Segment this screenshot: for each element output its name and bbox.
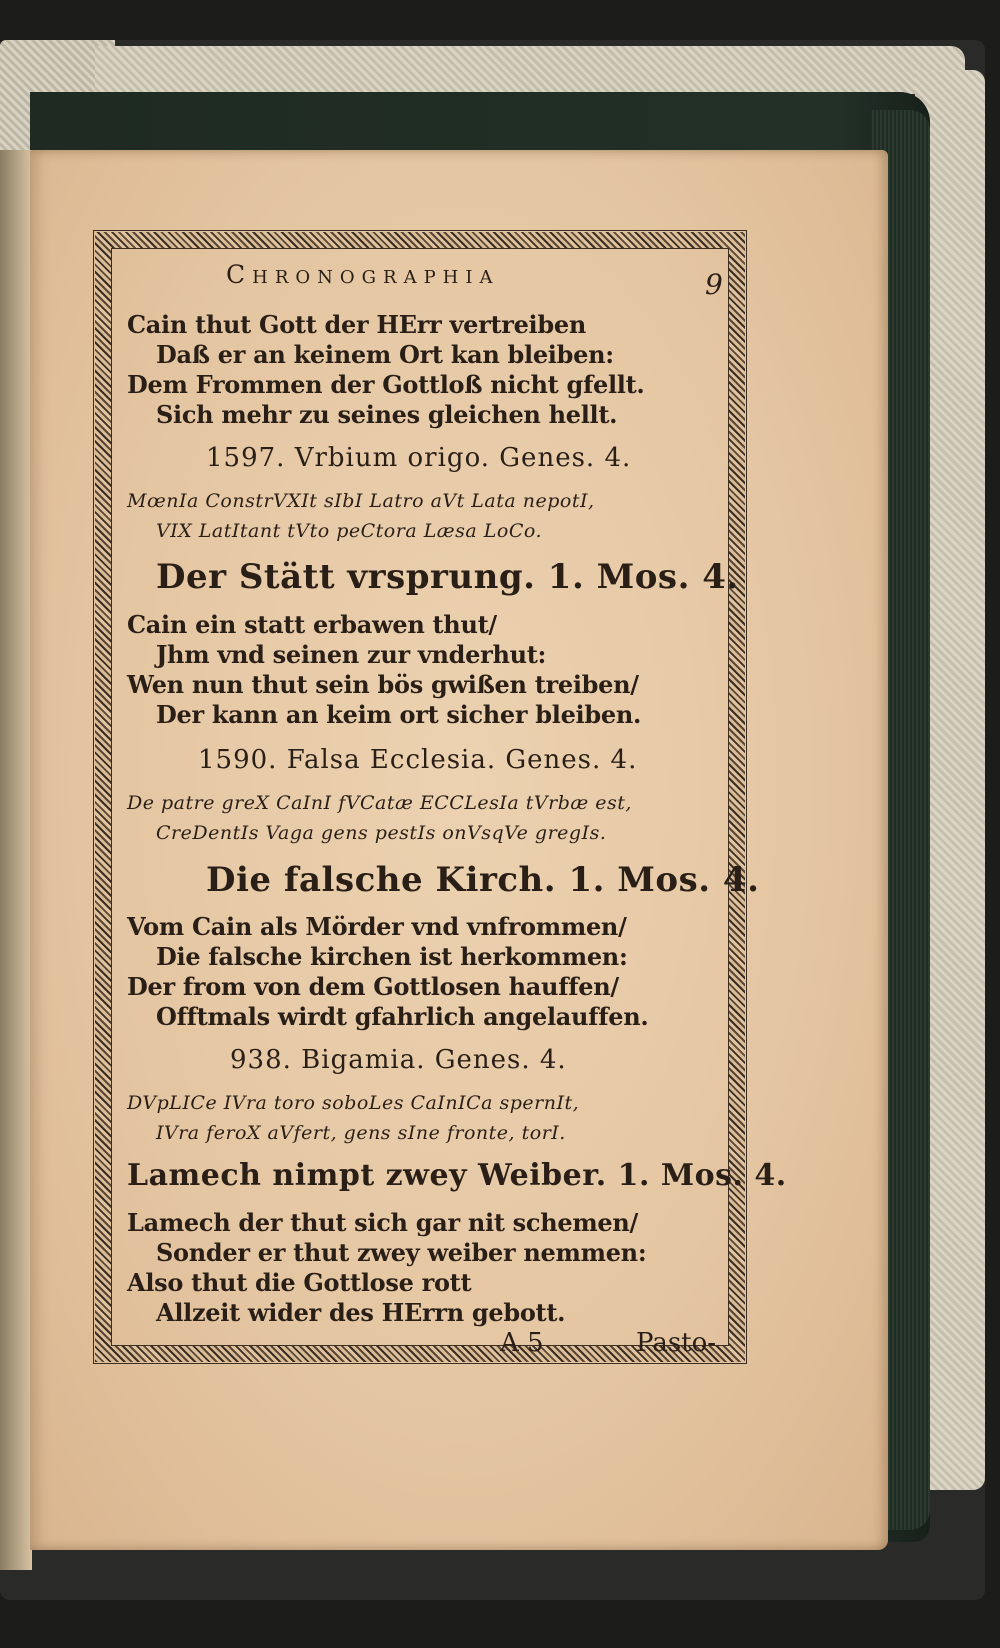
verse-line: Cain ein statt erbawen thut/	[127, 610, 497, 639]
verse-line: Cain thut Gott der HErr vertreiben	[127, 310, 586, 339]
latin-verse: CreDentIs Vaga gens pestIs onVsqVe gregIs.	[156, 822, 607, 844]
verse-line: Vom Cain als Mörder vnd vnfrommen/	[127, 912, 627, 941]
german-heading: Der Stätt vrsprung. 1. Mos. 4.	[156, 557, 739, 597]
latin-heading: 1590. Falsa Ecclesia. Genes. 4.	[198, 745, 638, 775]
verse-line: Der from von dem Gottlosen hauffen/	[127, 972, 619, 1001]
verse-line: Die falsche kirchen ist herkommen:	[156, 942, 628, 971]
latin-verse: IVra feroX aVfert, gens sIne fronte, torI.	[156, 1122, 566, 1144]
verse-line: Jhm vnd seinen zur vnderhut:	[156, 640, 547, 669]
latin-heading: 938. Bigamia. Genes. 4.	[230, 1045, 567, 1075]
facing-page-edge	[0, 150, 32, 1570]
german-heading: Die falsche Kirch. 1. Mos. 4.	[206, 860, 760, 900]
german-heading: Lamech nimpt zwey Weiber. 1. Mos. 4.	[127, 1158, 787, 1193]
book-page	[30, 150, 888, 1550]
latin-heading: 1597. Vrbium origo. Genes. 4.	[206, 443, 632, 473]
catchword: Pasto-	[636, 1328, 717, 1358]
latin-verse: VIX LatItant tVto peCtora Læsa LoCo.	[156, 520, 543, 542]
verse-line: Allzeit wider des HErrn gebott.	[156, 1298, 566, 1327]
verse-line: Offtmals wirdt gfahrlich angelauffen.	[156, 1002, 649, 1031]
verse-line: Also thut die Gottlose rott	[127, 1268, 472, 1297]
latin-verse: De patre greX CaInI fVCatæ ECCLesIa tVrbæ est,	[127, 792, 632, 814]
verse-line: Daß er an keinem Ort kan bleiben:	[156, 340, 614, 369]
page-number: 9	[705, 268, 723, 301]
verse-line: Dem Frommen der Gottloß nicht gfellt.	[127, 370, 645, 399]
cover-top-edge	[95, 46, 965, 94]
signature-mark: A 5	[500, 1328, 544, 1358]
latin-verse: MœnIa ConstrVXIt sIbI Latro aVt Lata nepotI,	[127, 490, 595, 512]
verse-line: Sonder er thut zwey weiber nemmen:	[156, 1238, 647, 1267]
latin-verse: DVpLICe IVra toro soboLes CaInICa spernIt,	[127, 1092, 580, 1114]
verse-line: Der kann an keim ort sicher bleiben.	[156, 700, 642, 729]
verse-line: Lamech der thut sich gar nit schemen/	[127, 1208, 638, 1237]
verse-line: Sich mehr zu seines gleichen hellt.	[156, 400, 618, 429]
verse-line: Wen nun thut sein bös gwißen treiben/	[127, 670, 639, 699]
running-head: Chronographia	[226, 260, 500, 289]
